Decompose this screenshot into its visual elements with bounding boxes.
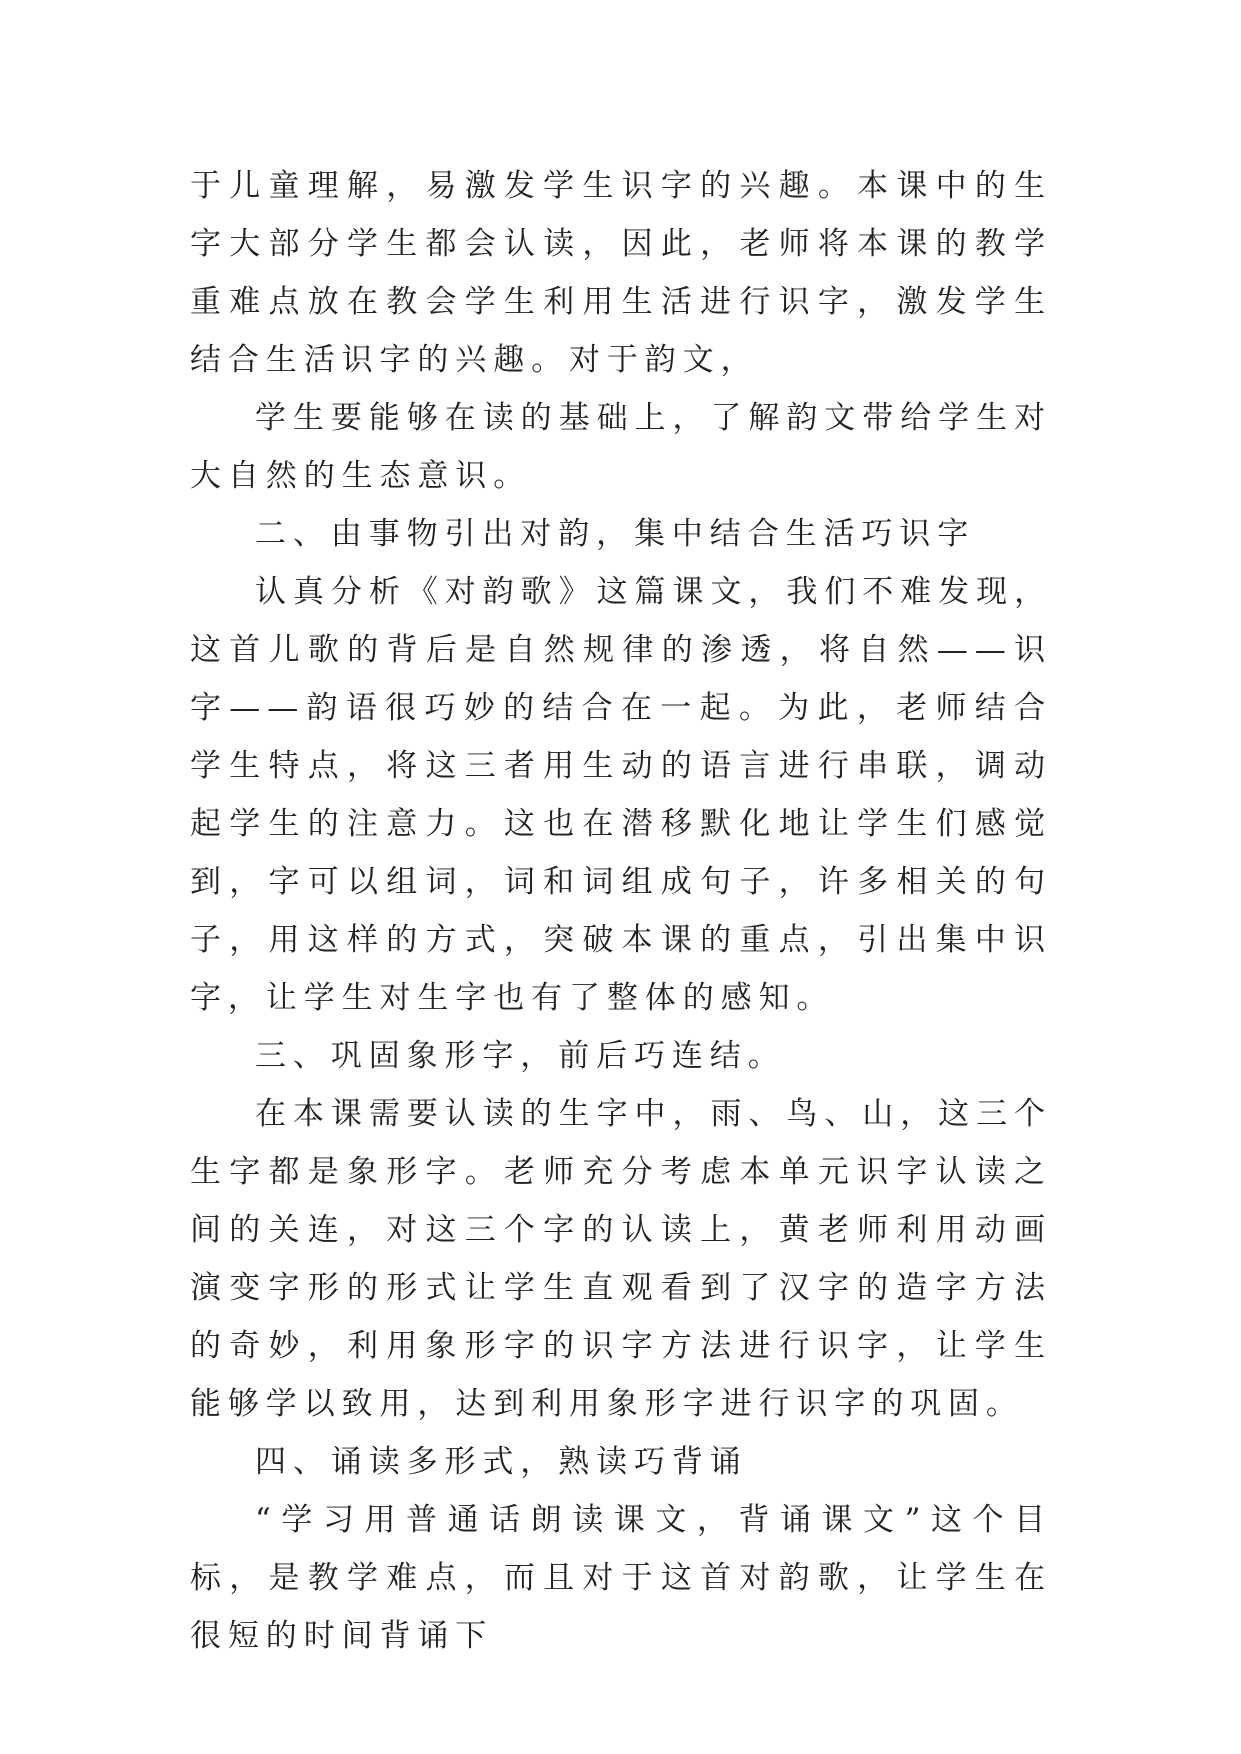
paragraph-continuation: 于儿童理解，易激发学生识字的兴趣。本课中的生字大部分学生都会认读，因此，老师将本课的教学重难点放在教会学生利用生活进行识字，激发学生结合生活识字的兴趣。对于韵文， [190,168,1052,378]
section-heading-four: 四、诵读多形式，熟读巧背诵 [255,1444,748,1480]
paragraph-ecology: 学生要能够在读的基础上，了解韵文带给学生对大自然的生态意识。 [190,400,1052,494]
document-body [190,157,1052,1665]
paragraph-recitation: “学习用普通话朗读课文，背诵课文”这个目标，是教学难点，而且对于这首对韵歌，让学生在很短的时间背诵下 [190,1502,1052,1654]
section-heading-three: 三、巩固象形字，前后巧连结。 [255,1038,786,1074]
section-heading-two: 二、由事物引出对韵，集中结合生活巧识字 [255,516,976,552]
paragraph-analysis: 认真分析《对韵歌》这篇课文，我们不难发现，这首儿歌的背后是自然规律的渗透，将自然——识字——韵语很巧妙的结合在一起。为此，老师结合学生特点，将这三者用生动的语言进行串联，调动起学生的注意力。这也在潜移默化地让学生们感觉到，字可以组词，词和词组成句子，许多相关的句子，用这样的方式，突破本课的重点，引出集中识字，让学生对生字也有了整体的感知。 [190,574,1052,1016]
paragraph-pictographs: 在本课需要认读的生字中，雨、鸟、山，这三个生字都是象形字。老师充分考虑本单元识字认读之间的关连，对这三个字的认读上，黄老师利用动画演变字形的形式让学生直观看到了汉字的造字方法的奇妙，利用象形字的识字方法进行识字，让学生能够学以致用，达到利用象形字进行识字的巩固。 [190,1096,1052,1422]
